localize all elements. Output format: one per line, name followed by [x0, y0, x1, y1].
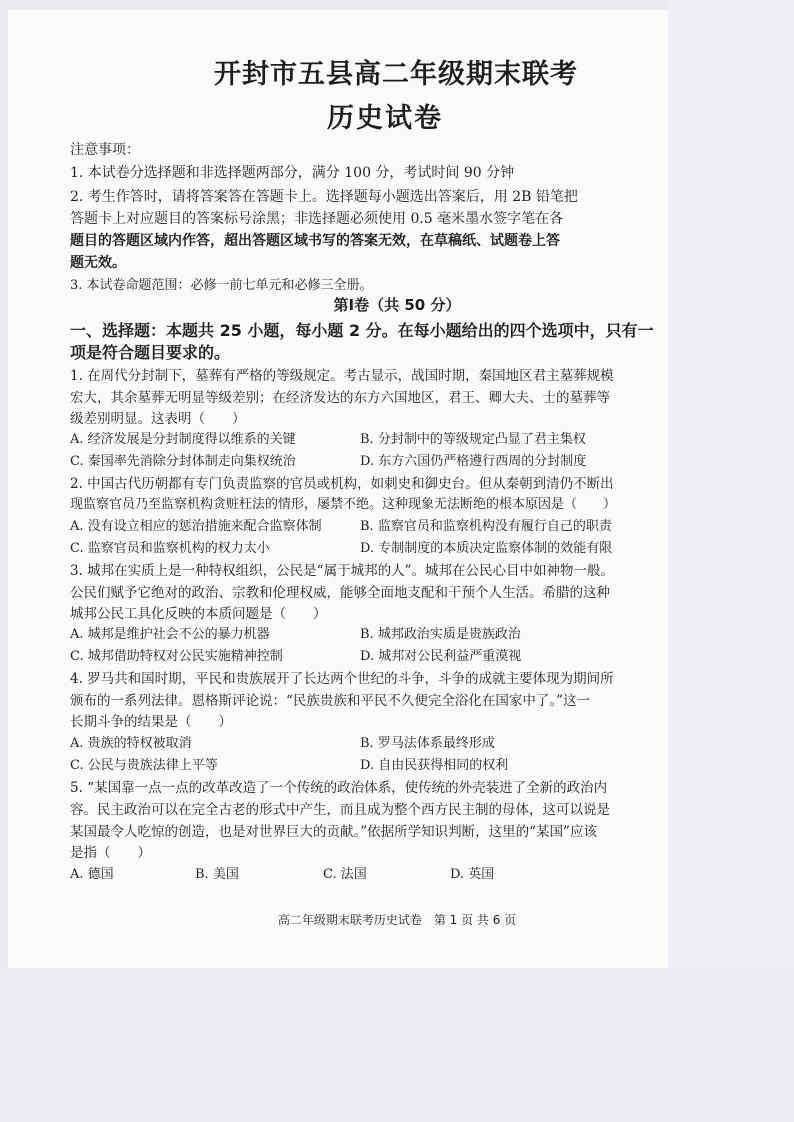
q5-option-d: D. 英国: [450, 867, 495, 882]
q1-option-a: A. 经济发展是分封制度得以维系的关键: [70, 432, 296, 447]
q1-option-d: D. 东方六国仍严格遵行西周的分封制度: [360, 454, 587, 469]
q4-option-c: C. 公民与贵族法律上平等: [70, 758, 218, 773]
q4-stem-line-1: 4. 罗马共和国时期，平民和贵族展开了长达两个世纪的斗争，斗争的成就主要体现为期间所: [70, 671, 614, 687]
q1-stem-line-1: 1. 在周代分封制下，墓葬有严格的等级规定。考古显示，战国时期，秦国地区君主墓葬规模: [70, 368, 614, 384]
q2-option-d: D. 专制制度的本质决定监察体制的效能有限: [360, 541, 613, 556]
q2-stem-line-1: 2. 中国古代历朝都有专门负责监察的官员或机构，如刺史和御史台。但从秦朝到清仍不断出: [70, 476, 614, 492]
q2-stem-line-2: 现监察官员乃至监察机构贪赃枉法的情形，屡禁不绝。这种现象无法断绝的根本原因是（ ）: [70, 497, 617, 512]
q5-stem-line-2: 容。民主政治可以在完全古老的形式中产生，而且成为整个西方民主制的母体，这可以说是: [70, 802, 610, 818]
q2-option-a: A. 没有设立相应的惩治措施来配合监察体制: [70, 519, 322, 534]
section-instructions-line-1: 一、选择题：本题共 25 小题，每小题 2 分。在每小题给出的四个选项中，只有一: [70, 321, 654, 340]
q4-stem-line-2: 颁布的一系列法律。恩格斯评论说：“民族贵族和平民不久便完全浴化在国家中了。”这一: [70, 693, 591, 709]
q3-stem-line-2: 公民们赋予它绝对的政治、宗教和伦理权威，能够全面地支配和干预个人生活。希腊的这种: [70, 585, 610, 601]
scan-margin-bottom: [0, 968, 794, 1122]
q5-stem-line-4: 是指（ ）: [70, 845, 151, 861]
scan-margin-right: [668, 0, 794, 1122]
q5-stem-line-3: 某国最令人吃惊的创造，也是对世界巨大的贡献。”依据所学知识判断，这里的“某国”应该: [70, 824, 597, 840]
exam-title: 开封市五县高二年级期末联考: [214, 59, 578, 90]
q4-stem-line-3: 长期斗争的结果是（ ）: [70, 714, 232, 730]
q3-option-d: D. 城邦对公民利益严重漠视: [360, 649, 522, 664]
page-footer: 高二年级期末联考历史试卷 第 1 页 共 6 页: [277, 913, 517, 927]
q3-stem-line-1: 3. 城邦在实质上是一种特权组织，公民是“属于城邦的人”。城邦在公民心目中如神物一般。: [70, 563, 614, 579]
q2-option-b: B. 监察官员和监察机构没有履行自己的职责: [360, 519, 612, 534]
section-instructions-line-2: 项是符合题目要求的。: [70, 343, 231, 362]
notice-item-2-line-1: 2. 考生作答时，请将答案答在答题卡上。选择题每小题选出答案后，用 2B 铅笔把: [70, 189, 578, 205]
notice-item-2-line-3: 题目的答题区域内作答，超出答题区域书写的答案无效，在草稿纸、试题卷上答: [70, 233, 560, 249]
q5-option-b: B. 美国: [195, 867, 239, 882]
notice-heading: 注意事项：: [70, 142, 140, 158]
q3-option-a: A. 城邦是维护社会不公的暴力机器: [70, 627, 270, 642]
q2-option-c: C. 监察官员和监察机构的权力太小: [70, 541, 270, 556]
exam-subtitle: 历史试卷: [327, 103, 443, 134]
notice-item-3: 3. 本试卷命题范围：必修一前七单元和必修三全册。: [70, 278, 373, 293]
notice-item-2-line-2: 答题卡上对应题目的答案标号涂黑；非选择题必须使用 0.5 毫米墨水签字笔在各: [70, 211, 564, 227]
q5-option-c: C. 法国: [323, 867, 367, 882]
q5-stem-line-1: 5. “某国靠一点一点的改革改造了一个传统的政治体系，使传统的外壳装进了全新的政治内: [70, 780, 608, 796]
q4-option-d: D. 自由民获得相同的权利: [360, 758, 509, 773]
q4-option-a: A. 贵族的特权被取消: [70, 736, 192, 751]
notice-item-2-line-4: 题无效。: [70, 255, 126, 271]
notice-item-1: 1. 本试卷分选择题和非选择题两部分，满分 100 分，考试时间 90 分钟: [70, 165, 515, 181]
q3-stem-line-3: 城邦公民工具化反映的本质问题是（ ）: [70, 606, 327, 622]
part-1-title: 第Ⅰ卷（共 50 分）: [333, 296, 461, 314]
q3-option-b: B. 城邦政治实质是贵族政治: [360, 627, 521, 642]
q1-stem-line-2: 宏大，其余墓葬无明显等级差别；在经济发达的东方六国地区，君王、卿大夫、士的墓葬等: [70, 390, 610, 406]
q1-option-c: C. 秦国率先消除分封体制走向集权统治: [70, 454, 296, 469]
q1-stem-line-3: 级差别明显。这表明（ ）: [70, 411, 246, 427]
q4-option-b: B. 罗马法体系最终形成: [360, 736, 495, 751]
q1-option-b: B. 分封制中的等级规定凸显了君主集权: [360, 432, 586, 447]
q5-option-a: A. 德国: [70, 867, 114, 882]
q3-option-c: C. 城邦借助特权对公民实施精神控制: [70, 649, 283, 664]
